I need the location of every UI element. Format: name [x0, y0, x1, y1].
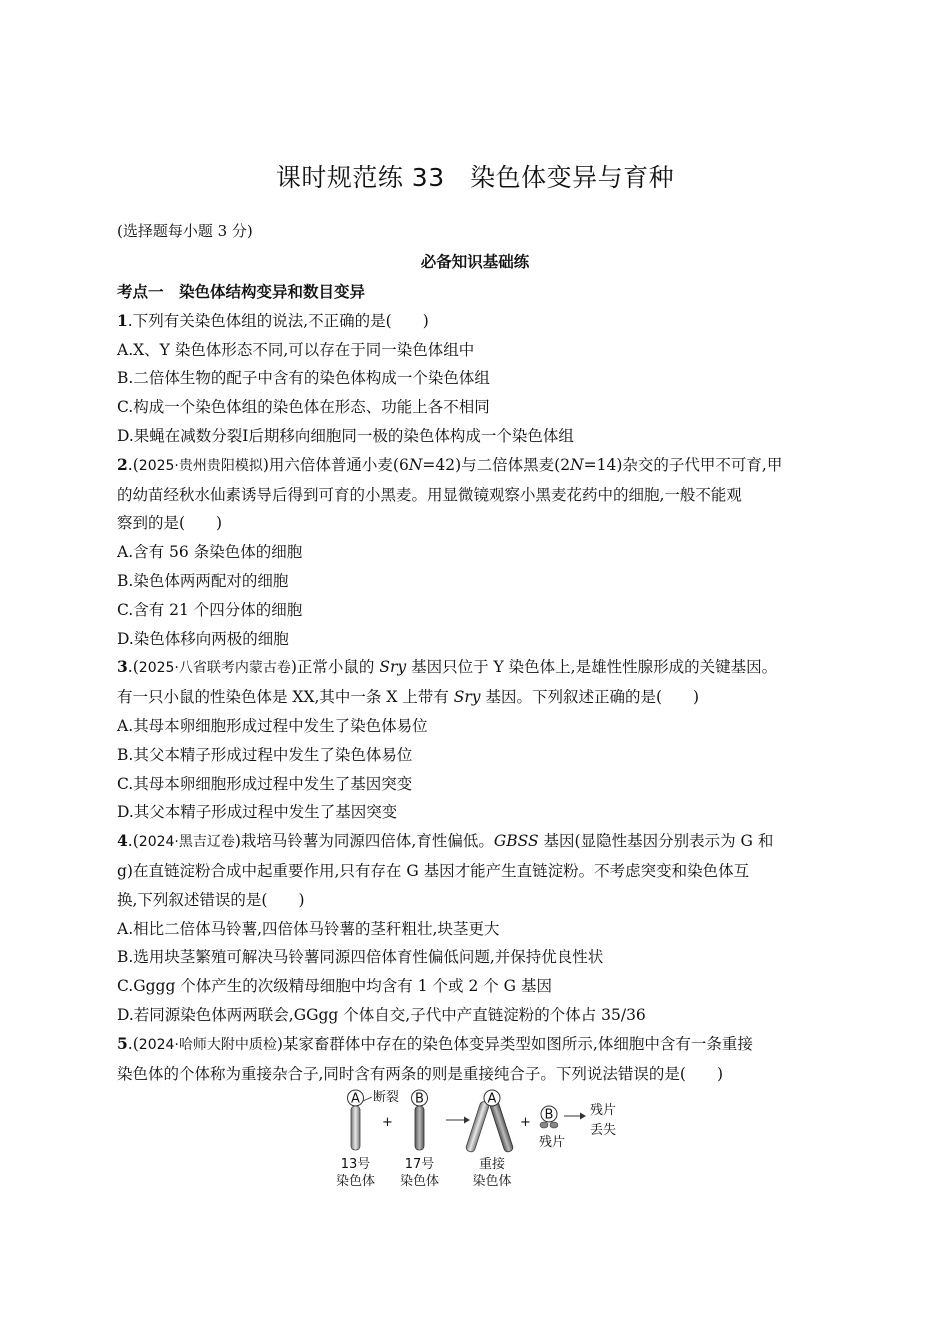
q4-option-b: B.选用块茎繁殖可解决马铃薯同源四倍体育性偏低问题,并保持优良性状 [117, 948, 604, 967]
question-2-line-3: 察到的是( ) [117, 514, 223, 533]
text: )某家畜群体中存在的染色体变异类型如图所示,体细胞中含有一条重接 [276, 1034, 753, 1053]
label-b-fragment: B [544, 1107, 554, 1123]
plus-sign-2: + [520, 1115, 531, 1130]
rejoined-chromosome [465, 1101, 514, 1153]
italic-n: N [408, 455, 423, 474]
question-source: 2024·哈师大附中质检 [138, 1036, 277, 1053]
label-13: 13号 [340, 1157, 371, 1172]
fragment-arm-right [550, 1122, 558, 1128]
text: 有一只小鼠的性染色体是 XX,其中一条 X 上带有 [117, 688, 454, 707]
question-5-line-2: 染色体的个体称为重接杂合子,同时含有两条的则是重接纯合子。下列说法错误的是( ) [117, 1064, 724, 1083]
question-number: 1 [117, 310, 128, 330]
question-3-line-2 [117, 683, 841, 712]
text: 基因只位于 Y 染色体上,是雄性性腺形成的关键基因。 [406, 658, 778, 677]
text: =14)杂交的子代甲不可育,甲 [583, 455, 783, 474]
question-4-line-3: 换,下列叙述错误的是( ) [117, 890, 305, 909]
kaodian-heading: 考点一 染色体结构变异和数目变异 [117, 283, 366, 301]
label-13-chrom: 染色体 [335, 1174, 376, 1188]
q4-option-a: A.相比二倍体马铃薯,四倍体马铃薯的茎秆粗壮,块茎更大 [117, 919, 500, 938]
question-4-line-2: g)在直链淀粉合成中起重要作用,只有存在 G 基因才能产生直链淀粉。不考虑突变和染色体互 [117, 861, 750, 880]
question-number: 3 [117, 657, 128, 677]
question-number: 2 [117, 454, 128, 474]
label-17-chrom: 染色体 [399, 1174, 440, 1188]
section-heading: 必备知识基础练 [420, 253, 530, 271]
fragment-label: 残片 [539, 1135, 566, 1150]
italic-n: N [570, 455, 584, 474]
q1-option-b: B.二倍体生物的配子中含有的染色体构成一个染色体组 [117, 369, 490, 388]
q3-option-d: D.其父本精子形成过程中发生了基因突变 [117, 803, 398, 822]
q1-option-a: A.X、Y 染色体形态不同,可以存在于同一染色体组中 [117, 340, 475, 359]
q3-option-a: A.其母本卵细胞形成过程中发生了染色体易位 [117, 716, 428, 735]
gene-name: Sry [453, 688, 481, 707]
chromosome-13 [351, 1106, 360, 1150]
text: .( [127, 658, 139, 677]
q4-option-d: D.若同源染色体两两联会,GGgg 个体自交,子代中产直链淀粉的个体占 35/36 [117, 1005, 646, 1024]
text: .( [127, 455, 139, 474]
label-a-rejoined: A [487, 1091, 497, 1107]
label-a: A [351, 1091, 360, 1107]
lost-label-1: 残片 [590, 1103, 617, 1118]
question-source: 2025·贵州贵阳模拟 [138, 457, 263, 474]
text: )用六倍体普通小麦(6 [262, 455, 409, 474]
chromosome-figure [330, 1088, 630, 1188]
label-rejoin: 重接 [478, 1157, 506, 1172]
scoring-note: (选择题每小题 3 分) [117, 222, 253, 240]
plus-sign: + [382, 1115, 393, 1130]
text: )正常小鼠的 [290, 658, 380, 677]
text: .( [127, 832, 139, 851]
q3-option-c: C.其母本卵细胞形成过程中发生了基因突变 [117, 774, 413, 793]
q2-option-d: D.染色体移向两极的细胞 [117, 629, 289, 648]
q4-option-c: C.Gggg 个体产生的次级精母细胞中均含有 1 个或 2 个 G 基因 [117, 977, 552, 996]
text: =42)与二倍体黑麦(2 [422, 455, 571, 474]
chromosome-diagram [330, 1088, 630, 1188]
question-1-stem [117, 307, 841, 336]
question-2-stem [117, 451, 841, 481]
question-3-stem [117, 653, 841, 683]
text: .( [127, 1034, 139, 1053]
question-number: 5 [117, 1033, 128, 1053]
label-17: 17号 [404, 1157, 435, 1172]
question-4-stem [117, 827, 841, 857]
chromosome-17 [415, 1106, 424, 1150]
text: 基因(显隐性基因分别表示为 G 和 [538, 832, 774, 851]
arrow-2-head [580, 1113, 586, 1120]
q2-option-b: B.染色体两两配对的细胞 [117, 571, 289, 590]
question-text: .下列有关染色体组的说法,不正确的是( ) [127, 311, 429, 330]
question-source: 2024·黑吉辽卷 [138, 834, 235, 851]
question-5-stem [117, 1030, 841, 1060]
q3-option-b: B.其父本精子形成过程中发生了染色体易位 [117, 745, 413, 764]
q2-option-c: C.含有 21 个四分体的细胞 [117, 600, 303, 619]
gene-name: GBSS [493, 832, 539, 851]
lost-label-2: 丢失 [590, 1123, 617, 1138]
page-title: 课时规范练 33 染色体变异与育种 [275, 163, 675, 192]
label-b: B [415, 1091, 424, 1107]
fragment-arm-left [540, 1122, 548, 1128]
question-number: 4 [117, 831, 128, 851]
question-source: 2025·八省联考内蒙古卷 [138, 660, 291, 677]
label-rejoin-chrom: 染色体 [472, 1174, 512, 1188]
q1-option-d: D.果蝇在减数分裂Ⅰ后期移向细胞同一极的染色体构成一个染色体组 [117, 426, 574, 445]
question-2-line-2: 的幼苗经秋水仙素诱导后得到可育的小黑麦。用显微镜观察小黑麦花药中的细胞,一般不能观 [117, 485, 742, 504]
question-content [117, 278, 841, 1088]
gene-name: Sry [379, 658, 407, 677]
text: 基因。下列叙述正确的是( ) [480, 688, 700, 707]
q1-option-c: C.构成一个染色体组的染色体在形态、功能上各不相同 [117, 398, 490, 417]
arrow-1-head [464, 1117, 470, 1124]
text: )栽培马铃薯为同源四倍体,育性偏低。 [234, 832, 494, 851]
break-pointer [363, 1097, 372, 1101]
q2-option-a: A.含有 56 条染色体的细胞 [117, 543, 303, 562]
break-label: 断裂 [373, 1090, 400, 1105]
